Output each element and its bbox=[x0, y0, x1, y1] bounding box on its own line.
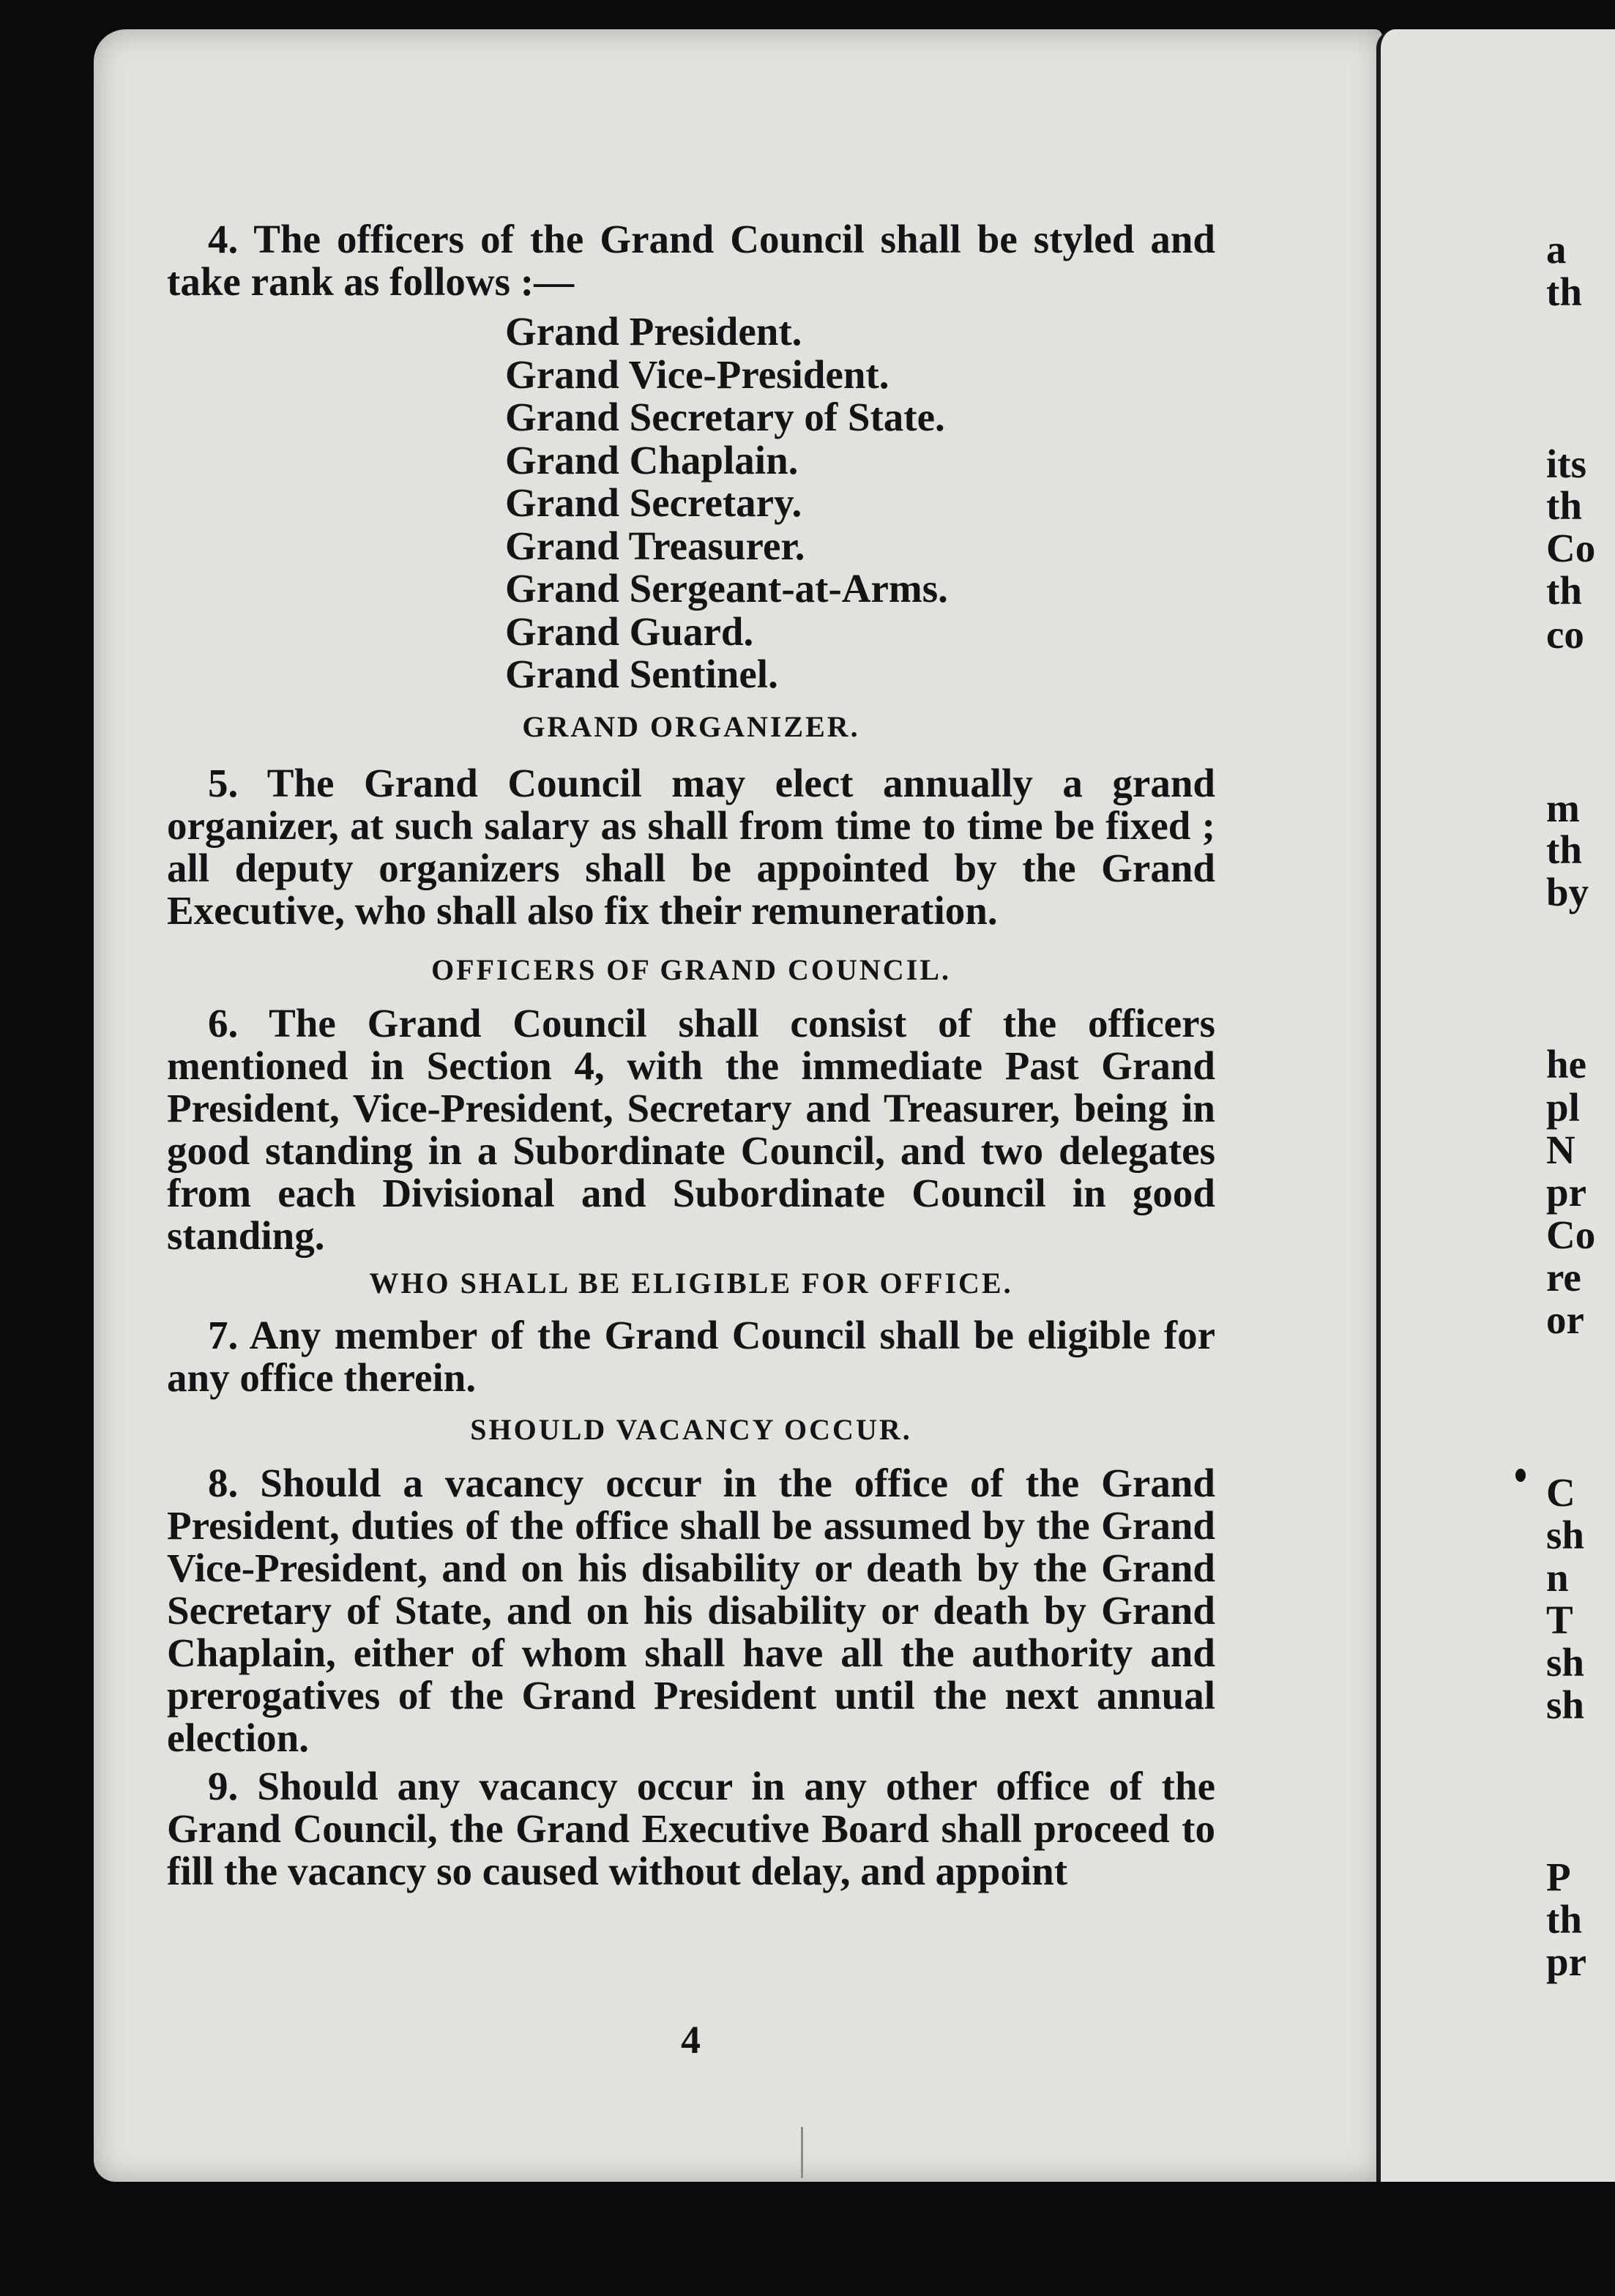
officer-item: Grand Sentinel. bbox=[505, 652, 778, 696]
right-fragment: Co bbox=[1546, 1212, 1596, 1257]
heading-eligible-for-office: WHO SHALL BE ELIGIBLE FOR OFFICE. bbox=[369, 1266, 1013, 1300]
right-fragment: th bbox=[1546, 568, 1582, 613]
right-fragment: sh bbox=[1546, 1640, 1584, 1685]
right-fragment: th bbox=[1546, 269, 1582, 314]
page-fold-mark bbox=[801, 2127, 803, 2178]
section-9-paragraph: 9. Should any vacancy occur in any other office of the Grand Council, the Grand Executive Board shall proceed to fill the vacancy so caused without delay, and appoint bbox=[167, 1763, 1215, 1893]
right-fragment: Co bbox=[1546, 526, 1596, 570]
right-fragment: pr bbox=[1546, 1170, 1586, 1215]
right-fragment: co bbox=[1546, 612, 1584, 657]
heading-officers-of-grand-council: OFFICERS OF GRAND COUNCIL. bbox=[431, 953, 951, 986]
right-fragment: pr bbox=[1546, 1939, 1586, 1984]
officer-item: Grand Vice-President. bbox=[505, 351, 889, 397]
officers-list bbox=[505, 310, 1215, 696]
officer-item: Grand President. bbox=[505, 309, 802, 354]
officer-item: Grand Secretary of State. bbox=[505, 395, 945, 439]
right-fragment: re bbox=[1546, 1255, 1581, 1300]
right-fragment: sh bbox=[1546, 1513, 1584, 1557]
section-5-paragraph: 5. The Grand Council may elect annually a grand organizer, at such salary as shall from time to time be fixed ; all deputy organizers shall be appointed by the Grand Executive, who shall also fix their remuneration. bbox=[167, 760, 1215, 933]
right-fragment: he bbox=[1546, 1042, 1586, 1086]
heading-should-vacancy-occur: SHOULD VACANCY OCCUR. bbox=[470, 1412, 912, 1446]
bullet-mark bbox=[1515, 1469, 1526, 1482]
right-fragment: by bbox=[1546, 870, 1589, 914]
officer-item: Grand Sergeant-at-Arms. bbox=[505, 566, 948, 611]
section-6-paragraph: 6. The Grand Council shall consist of the officers mentioned in Section 4, with the immediate Past Grand President, Vice-President, Secretary and Treasurer, being in good standing in a Subordinate Council, and two delegates from each Divisional and Subordinate Council in good standing. bbox=[167, 1000, 1215, 1258]
right-fragment: T bbox=[1546, 1598, 1573, 1642]
right-fragment: N bbox=[1546, 1128, 1575, 1172]
right-fragment: a bbox=[1546, 227, 1567, 272]
right-fragment: its bbox=[1546, 441, 1586, 486]
page-number: 4 bbox=[681, 2018, 701, 2062]
right-fragment: C bbox=[1546, 1470, 1575, 1515]
section-7-paragraph: 7. Any member of the Grand Council shall be eligible for any office therein. bbox=[167, 1312, 1215, 1400]
right-fragment: n bbox=[1546, 1555, 1569, 1600]
right-fragment: pl bbox=[1546, 1085, 1580, 1130]
right-fragment: th bbox=[1546, 827, 1582, 872]
right-fragment: P bbox=[1546, 1855, 1571, 1899]
right-fragment: th bbox=[1546, 1897, 1582, 1942]
officer-item: Grand Treasurer. bbox=[505, 523, 805, 568]
section-8-paragraph: 8. Should a vacancy occur in the office of the Grand President, duties of the office shall be assumed by the Grand Vice-President, and on his disability or death by the Grand Secretary of State, and on his disability or death by Grand Chaplain, either of whom shall have all the authority and prerogatives of the Grand President until the next annual election. bbox=[167, 1460, 1215, 1760]
heading-grand-organizer: GRAND ORGANIZER. bbox=[522, 709, 860, 743]
right-fragment: m bbox=[1546, 786, 1580, 830]
section-4-paragraph: 4. The officers of the Grand Council shall be styled and take rank as follows :— bbox=[167, 217, 1215, 304]
right-fragment: or bbox=[1546, 1297, 1584, 1342]
left-page-text bbox=[167, 218, 1215, 1893]
officer-item: Grand Guard. bbox=[505, 608, 754, 654]
right-fragment: th bbox=[1546, 483, 1582, 528]
officer-item: Grand Chaplain. bbox=[505, 437, 799, 482]
right-fragment: sh bbox=[1546, 1682, 1584, 1727]
officer-item: Grand Secretary. bbox=[505, 480, 802, 525]
